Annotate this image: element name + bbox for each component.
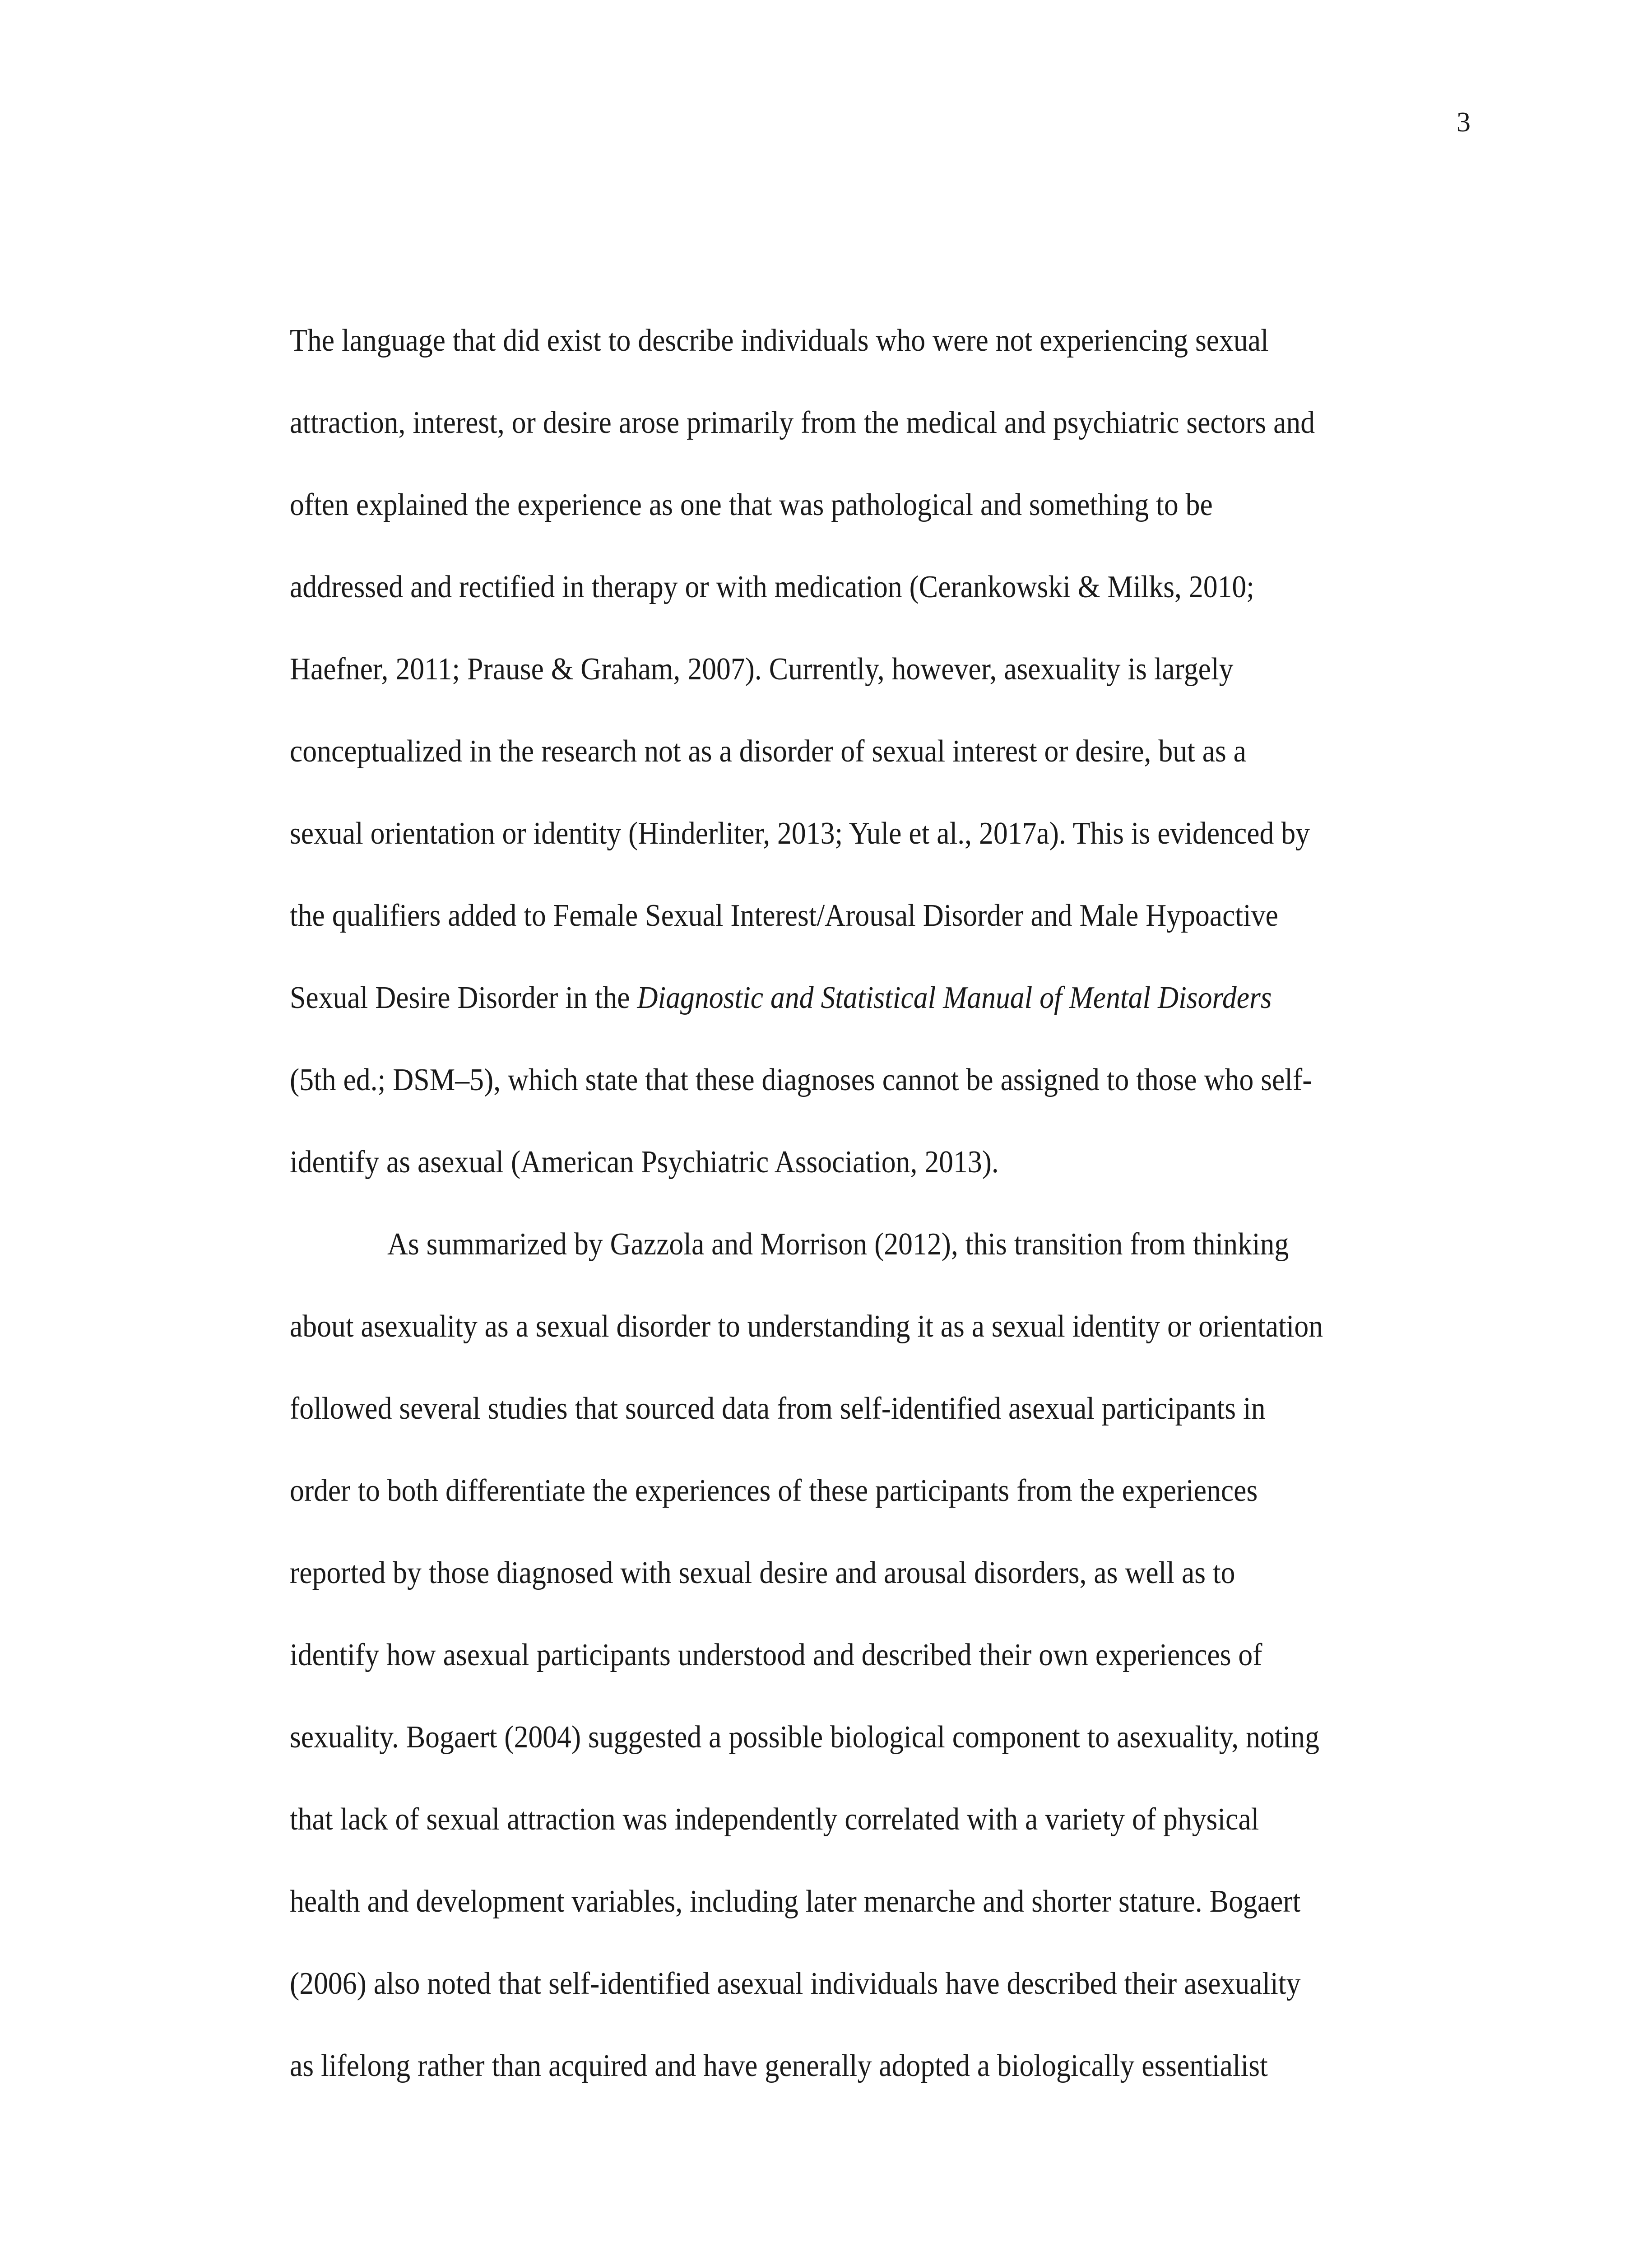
- text-line: conceptualized in the research not as a disorder of sexual interest or desire, but as a: [290, 734, 1246, 769]
- text-segment: Sexual Desire Disorder in the: [290, 980, 637, 1015]
- text-line: addressed and rectified in therapy or with medication (Cerankowski & Milks, 2010;: [290, 570, 1254, 604]
- text-line: followed several studies that sourced data from self-identified asexual participants in: [290, 1391, 1266, 1426]
- manual-title: Diagnostic and Statistical Manual of Mental Disorders: [637, 980, 1272, 1015]
- text-line: The language that did exist to describe individuals who were not experiencing sexual: [290, 323, 1269, 358]
- text-line: Haefner, 2011; Prause & Graham, 2007). Currently, however, asexuality is largely: [290, 652, 1234, 687]
- page-number: 3: [1457, 107, 1471, 138]
- text-line: often explained the experience as one that was pathological and something to be: [290, 488, 1213, 522]
- text-line: (5th ed.; DSM–5), which state that these diagnoses cannot be assigned to those who self-: [290, 1063, 1312, 1097]
- text-line-with-title: [290, 982, 1272, 1014]
- text-line: identify as asexual (American Psychiatric Association, 2013).: [290, 1145, 999, 1180]
- text-line: (2006) also noted that self-identified asexual individuals have described their asexuality: [290, 1966, 1301, 2001]
- text-line: health and development variables, including later menarche and shorter stature. Bogaert: [290, 1884, 1301, 1919]
- text-line: about asexuality as a sexual disorder to understanding it as a sexual identity or orientation: [290, 1309, 1323, 1344]
- text-line: as lifelong rather than acquired and have generally adopted a biologically essentialist: [290, 2048, 1268, 2083]
- text-line: attraction, interest, or desire arose primarily from the medical and psychiatric sectors and: [290, 405, 1315, 440]
- text-line: As summarized by Gazzola and Morrison (2012), this transition from thinking: [387, 1227, 1289, 1262]
- text-line: identify how asexual participants understood and described their own experiences of: [290, 1638, 1262, 1672]
- text-line: reported by those diagnosed with sexual desire and arousal disorders, as well as to: [290, 1556, 1235, 1590]
- text-line: sexual orientation or identity (Hinderliter, 2013; Yule et al., 2017a). This is evidenced by: [290, 816, 1310, 851]
- text-line: order to both differentiate the experiences of these participants from the experiences: [290, 1473, 1258, 1508]
- text-line: the qualifiers added to Female Sexual Interest/Arousal Disorder and Male Hypoactive: [290, 898, 1278, 933]
- text-line: that lack of sexual attraction was independently correlated with a variety of physical: [290, 1802, 1259, 1837]
- text-line: sexuality. Bogaert (2004) suggested a possible biological component to asexuality, noting: [290, 1720, 1319, 1755]
